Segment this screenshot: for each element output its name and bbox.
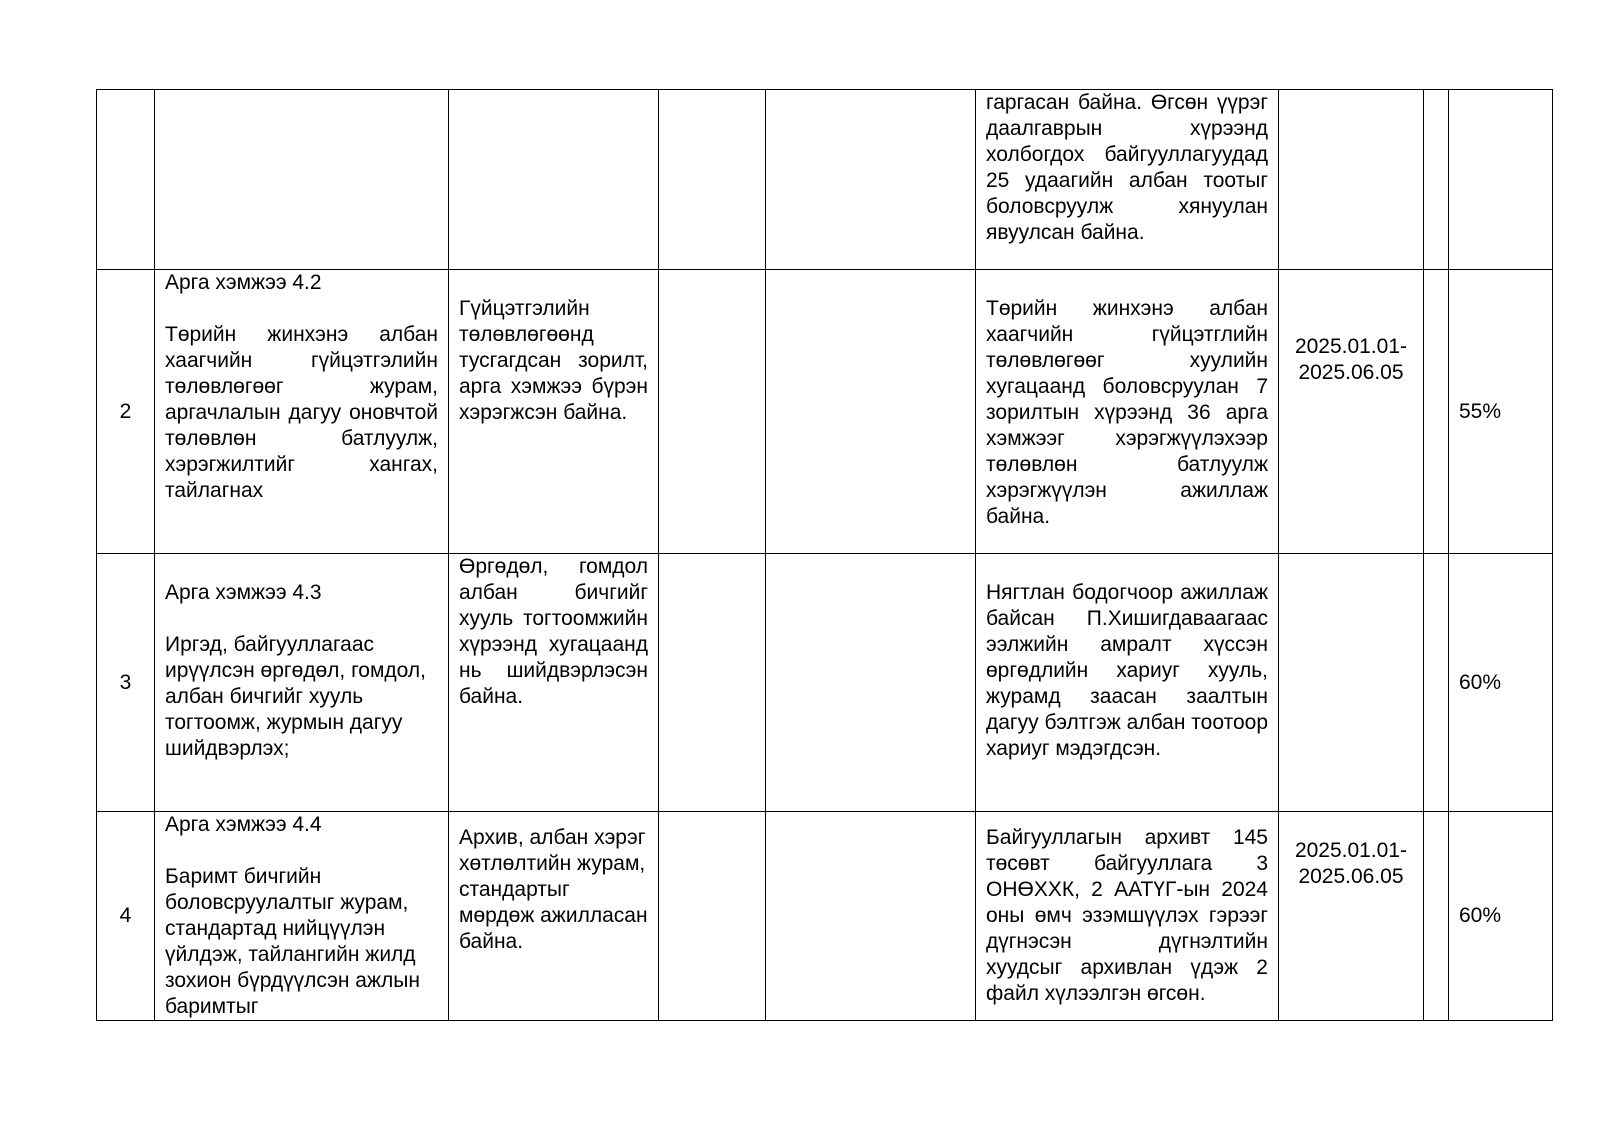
activity-cell bbox=[155, 270, 449, 554]
report-table bbox=[96, 89, 1553, 1021]
empty-cell bbox=[659, 270, 766, 554]
implementation-cell: Нягтлан бодогчоор ажиллаж байсан П.Хишигдаваагаас ээлжийн амралт хүссэн өргөдлийн хариуг хууль, журамд заасан заалтын дагуу бэлтгэж албан тоотоор хариуг мэдэгдсэн. bbox=[976, 554, 1279, 812]
activity-title: Арга хэмжээ 4.2 bbox=[165, 271, 322, 294]
expected-result-cell: Өргөдөл, гомдол албан бичгийг хууль тогтоомжийн хүрээнд хугацаанд нь шийдвэрлэсэн байна. bbox=[449, 554, 659, 812]
empty-cell bbox=[766, 90, 976, 270]
empty-cell bbox=[1424, 812, 1449, 1021]
empty-cell bbox=[766, 270, 976, 554]
empty-cell bbox=[766, 554, 976, 812]
row-number-cell: 4 bbox=[97, 812, 155, 1021]
activity-title: Арга хэмжээ 4.3 bbox=[165, 581, 322, 604]
empty-cell bbox=[659, 90, 766, 270]
date-range-cell bbox=[1279, 90, 1424, 270]
table-row bbox=[97, 554, 1553, 812]
date-range-cell: 2025.01.01-2025.06.05 bbox=[1279, 270, 1424, 554]
row-number-cell: 3 bbox=[97, 554, 155, 812]
activity-description: Төрийн жинхэнэ албан хаагчийн гүйцэтгэлийн төлөвлөгөөг журам, аргачлалын дагуу оновчтой төлөвлөн батлуулж, хэрэгжилтийг хангах, тайлагнах bbox=[165, 323, 438, 502]
empty-cell bbox=[1424, 554, 1449, 812]
percent-cell: 60% bbox=[1449, 554, 1553, 812]
empty-cell bbox=[659, 554, 766, 812]
row-number-cell: 2 bbox=[97, 270, 155, 554]
empty-cell bbox=[1424, 90, 1449, 270]
implementation-cell: гаргасан байна. Өгсөн үүрэг даалгаврын хүрээнд холбогдох байгууллагуудад 25 удаагийн албан тоотыг боловсруулж хянуулан явуулсан байна. bbox=[976, 90, 1279, 270]
expected-result-cell: Архив, албан хэрэг хөтлөлтийн журам, стандартыг мөрдөж ажилласан байна. bbox=[449, 812, 659, 1021]
empty-cell bbox=[766, 812, 976, 1021]
activity-title: Арга хэмжээ 4.4 bbox=[165, 813, 322, 836]
expected-result-cell bbox=[449, 90, 659, 270]
activity-cell bbox=[155, 90, 449, 270]
table-row bbox=[97, 90, 1553, 270]
implementation-cell: Байгууллагын архивт 145 төсөвт байгууллага 3 ОНӨХХК, 2 ААТҮГ-ын 2024 оны өмч эзэмшүүлэх гэрээг дүгнэсэн дүгнэлтийн хуудсыг архивлан үдэж 2 файл хүлээлгэн өгсөн. bbox=[976, 812, 1279, 1021]
activity-description: Иргэд, байгууллагаас ирүүлсэн өргөдөл, гомдол, албан бичгийг хууль тогтоомж, журмын дагуу шийдвэрлэх; bbox=[165, 633, 426, 760]
row-number-cell bbox=[97, 90, 155, 270]
empty-cell bbox=[659, 812, 766, 1021]
percent-cell: 60% bbox=[1449, 812, 1553, 1021]
implementation-cell: Төрийн жинхэнэ албан хаагчийн гүйцэтглийн төлөвлөгөөг хуулийн хугацаанд боловсруулан 7 зорилтын хүрээнд 36 арга хэмжээг хэрэгжүүлэхээр төлөвлөн батлуулж хэрэгжүүлэн ажиллаж байна. bbox=[976, 270, 1279, 554]
percent-cell: 55% bbox=[1449, 270, 1553, 554]
percent-cell bbox=[1449, 90, 1553, 270]
expected-result-cell: Гүйцэтгэлийн төлөвлөгөөнд тусгагдсан зорилт, арга хэмжээ бүрэн хэрэгжсэн байна. bbox=[449, 270, 659, 554]
date-range-cell: 2025.01.01-2025.06.05 bbox=[1279, 812, 1424, 1021]
activity-cell bbox=[155, 812, 449, 1021]
empty-cell bbox=[1424, 270, 1449, 554]
table-row bbox=[97, 270, 1553, 554]
activity-description: Баримт бичгийн боловсруулалтыг журам, стандартад нийцүүлэн үйлдэж, тайлангийн жилд зохион бүрдүүлсэн ажлын баримтыг bbox=[165, 865, 420, 1018]
table-row bbox=[97, 812, 1553, 1021]
activity-cell bbox=[155, 554, 449, 812]
date-range-cell bbox=[1279, 554, 1424, 812]
